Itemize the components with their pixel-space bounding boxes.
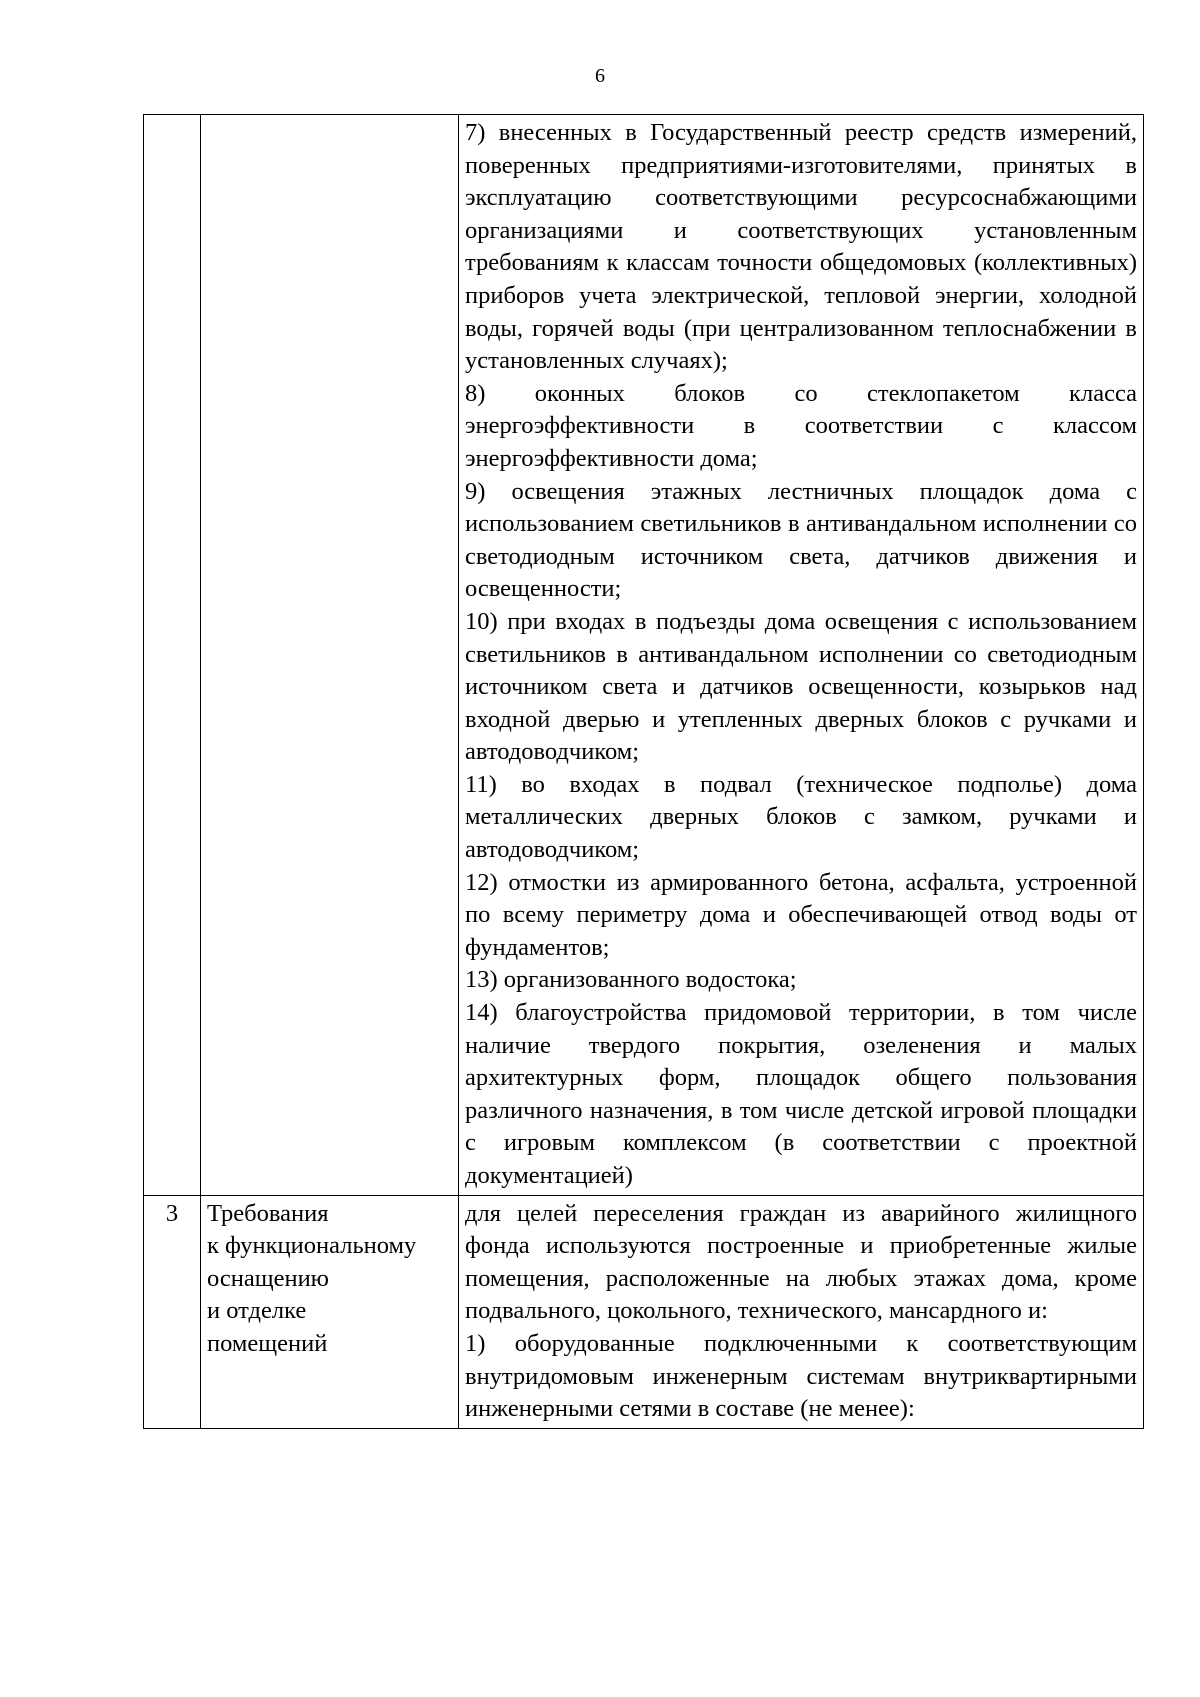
list-item-14: 14) благоустройства придомовой территории, в том числе наличие твердого покрытия, озеленения и малых архитектурных форм, площадок общего пользования различного назначения, в том числе детской игровой площадки с игровым комплексом (в соответствии с проектной документацией) [465, 999, 1137, 1189]
row-title-line: и отделке [207, 1297, 307, 1325]
list-item-intro: для целей переселения граждан из аварийного жилищного фонда используются построенные и приобретенные жилые помещения, расположенные на любых этажах дома, кроме подвального, цокольного, технического, мансардного и: [465, 1199, 1137, 1325]
row-title-cell [201, 115, 459, 1196]
list-item-9: 9) освещения этажных лестничных площадок дома с использованием светильников в антивандальном исполнении со светодиодным источником света, датчиков движения и освещенности; [465, 477, 1137, 603]
list-item-8: 8) оконных блоков со стеклопакетом класса энергоэффективности в соответствии с классом энергоэффективности дома; [465, 379, 1137, 472]
row-number-cell: 3 [144, 1195, 201, 1428]
row-number-cell [144, 115, 201, 1196]
row-content-cell [459, 115, 1144, 1196]
requirements-table [143, 114, 1144, 1429]
row-content-cell [459, 1195, 1144, 1428]
list-item-7: 7) внесенных в Государственный реестр средств измерений, поверенных предприятиями-изготовителями, принятых в эксплуатацию соответствующими ресурсоснабжающими организациями и соответствующих установленным требованиям к классам точности общедомовых (коллективных) приборов учета электрической, тепловой энергии, холодной воды, горячей воды (при централизованном теплоснабжении в установленных случаях); [465, 119, 1137, 375]
row-title-line: к функциональному [207, 1232, 417, 1260]
table-row-3 [144, 1195, 1144, 1428]
row-title-cell [201, 1195, 459, 1428]
list-item-1: 1) оборудованные подключенными к соответствующим внутридомовым инженерным системам внутриквартирными инженерными сетями в составе (не менее): [465, 1329, 1137, 1423]
row-title-line: оснащению [207, 1264, 329, 1292]
page-number: 6 [595, 65, 605, 87]
row-title-line: помещений [207, 1329, 328, 1357]
row-title-line: Требования [207, 1199, 329, 1227]
list-item-10: 10) при входах в подъезды дома освещения с использованием светильников в антивандальном исполнении со светодиодным источником света и датчиков освещенности, козырьков над входной дверью и утепленных дверных блоков с ручками и автодоводчиком; [465, 607, 1137, 766]
list-item-11: 11) во входах в подвал (техническое подполье) дома металлических дверных блоков с замком, ручками и автодоводчиком; [465, 770, 1137, 864]
list-item-13: 13) организованного водостока; [465, 966, 797, 994]
table-row-continued [144, 115, 1144, 1196]
list-item-12: 12) отмостки из армированного бетона, асфальта, устроенной по всему периметру дома и обеспечивающей отвод воды от фундаментов; [465, 868, 1137, 961]
